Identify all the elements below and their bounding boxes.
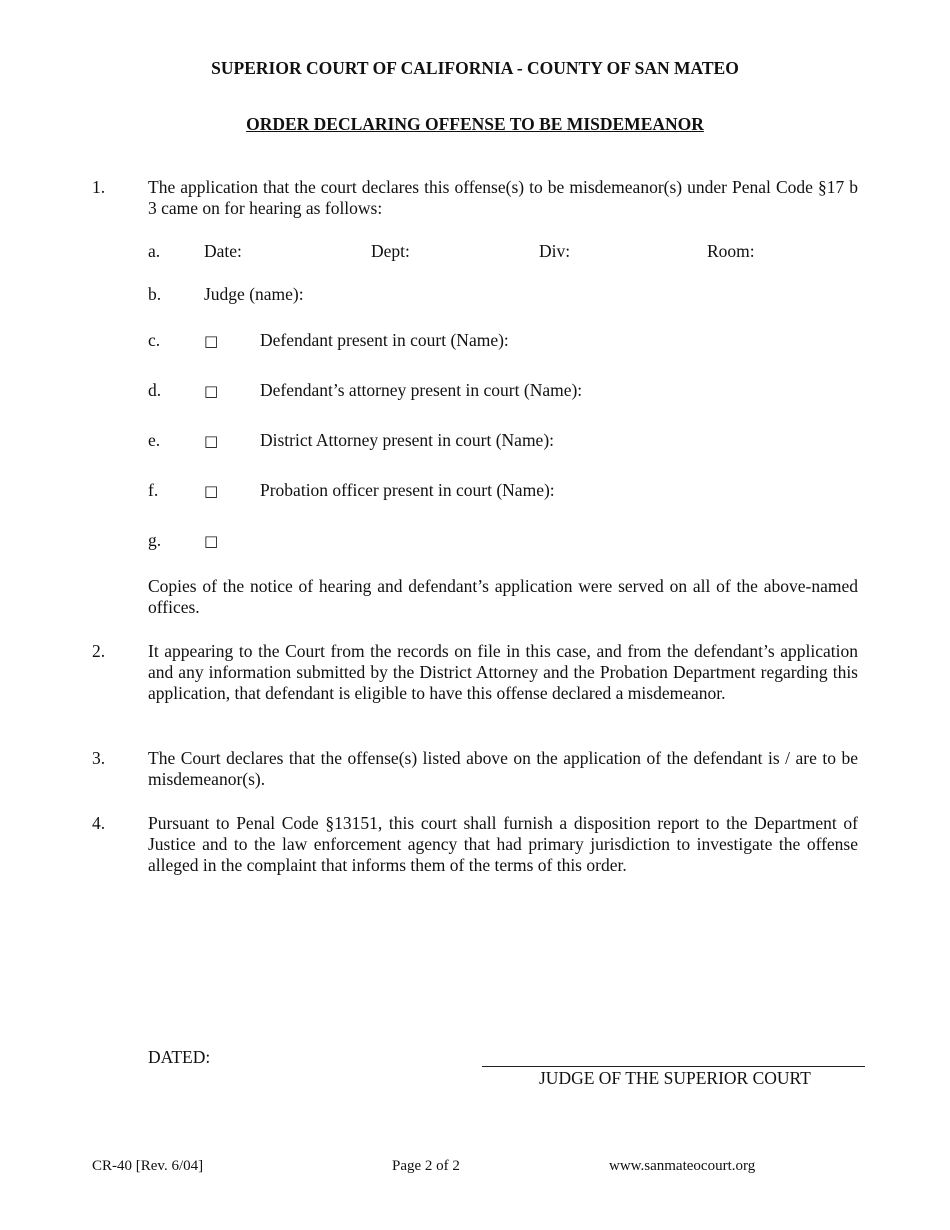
attorney-present-checkbox[interactable]: □: [204, 382, 219, 400]
judge-signature-line: [482, 1066, 865, 1067]
section-2-text: It appearing to the Court from the records on file in this case, and from the defendant’s application and any information submitted by the District Attorney and the Probation Department regarding this application, that defendant is eligible to have this offense declared a misdemeanor.: [148, 641, 858, 703]
item-g-letter: g.: [148, 530, 162, 550]
court-name: SUPERIOR COURT OF CALIFORNIA - COUNTY OF SAN MATEO: [211, 58, 739, 78]
item-g-checkbox[interactable]: □: [204, 532, 219, 550]
defendant-present-label: Defendant present in court (Name):: [260, 330, 509, 350]
section-4-number: 4.: [92, 813, 106, 833]
district-attorney-present-checkbox[interactable]: □: [204, 432, 219, 450]
copies-served-text: Copies of the notice of hearing and defendant’s application were served on all of the above-named offices.: [148, 576, 858, 617]
attorney-present-label: Defendant’s attorney present in court (Name):: [260, 380, 583, 400]
dated-label: DATED:: [148, 1047, 211, 1067]
probation-officer-present-checkbox[interactable]: □: [204, 482, 219, 500]
item-c-letter: c.: [148, 330, 161, 350]
section-2-number: 2.: [92, 641, 106, 661]
room-label: Room:: [707, 241, 755, 261]
item-e-letter: e.: [148, 430, 161, 450]
document-title: ORDER DECLARING OFFENSE TO BE MISDEMEANOR: [246, 114, 704, 134]
item-b-letter: b.: [148, 284, 162, 304]
section-4-text: Pursuant to Penal Code §13151, this court shall furnish a disposition report to the Department of Justice and to the law enforcement agency that had primary jurisdiction to investigate the offense alleged in the complaint that informs them of the terms of this order.: [148, 813, 858, 875]
section-1-text: The application that the court declares this offense(s) to be misdemeanor(s) under Penal Code §17 b 3 came on for hearing as follows:: [148, 177, 858, 218]
dept-label: Dept:: [371, 241, 410, 261]
district-attorney-present-label: District Attorney present in court (Name):: [260, 430, 555, 450]
defendant-present-checkbox[interactable]: □: [204, 332, 219, 350]
website-link[interactable]: www.sanmateocourt.org: [609, 1158, 756, 1174]
form-id: CR-40 [Rev. 6/04]: [92, 1158, 204, 1174]
div-label: Div:: [539, 241, 571, 261]
date-label: Date:: [204, 241, 242, 261]
section-1-number: 1.: [92, 177, 106, 197]
probation-officer-present-label: Probation officer present in court (Name):: [260, 480, 555, 500]
judge-name-label: Judge (name):: [204, 284, 304, 304]
section-3-text: The Court declares that the offense(s) listed above on the application of the defendant is / are to be misdemeanor(s).: [148, 748, 858, 789]
item-a-letter: a.: [148, 241, 161, 261]
judge-signature-label: JUDGE OF THE SUPERIOR COURT: [539, 1068, 811, 1088]
section-3-number: 3.: [92, 748, 106, 768]
item-f-letter: f.: [148, 480, 159, 500]
item-d-letter: d.: [148, 380, 162, 400]
page-number: Page 2 of 2: [392, 1158, 460, 1174]
